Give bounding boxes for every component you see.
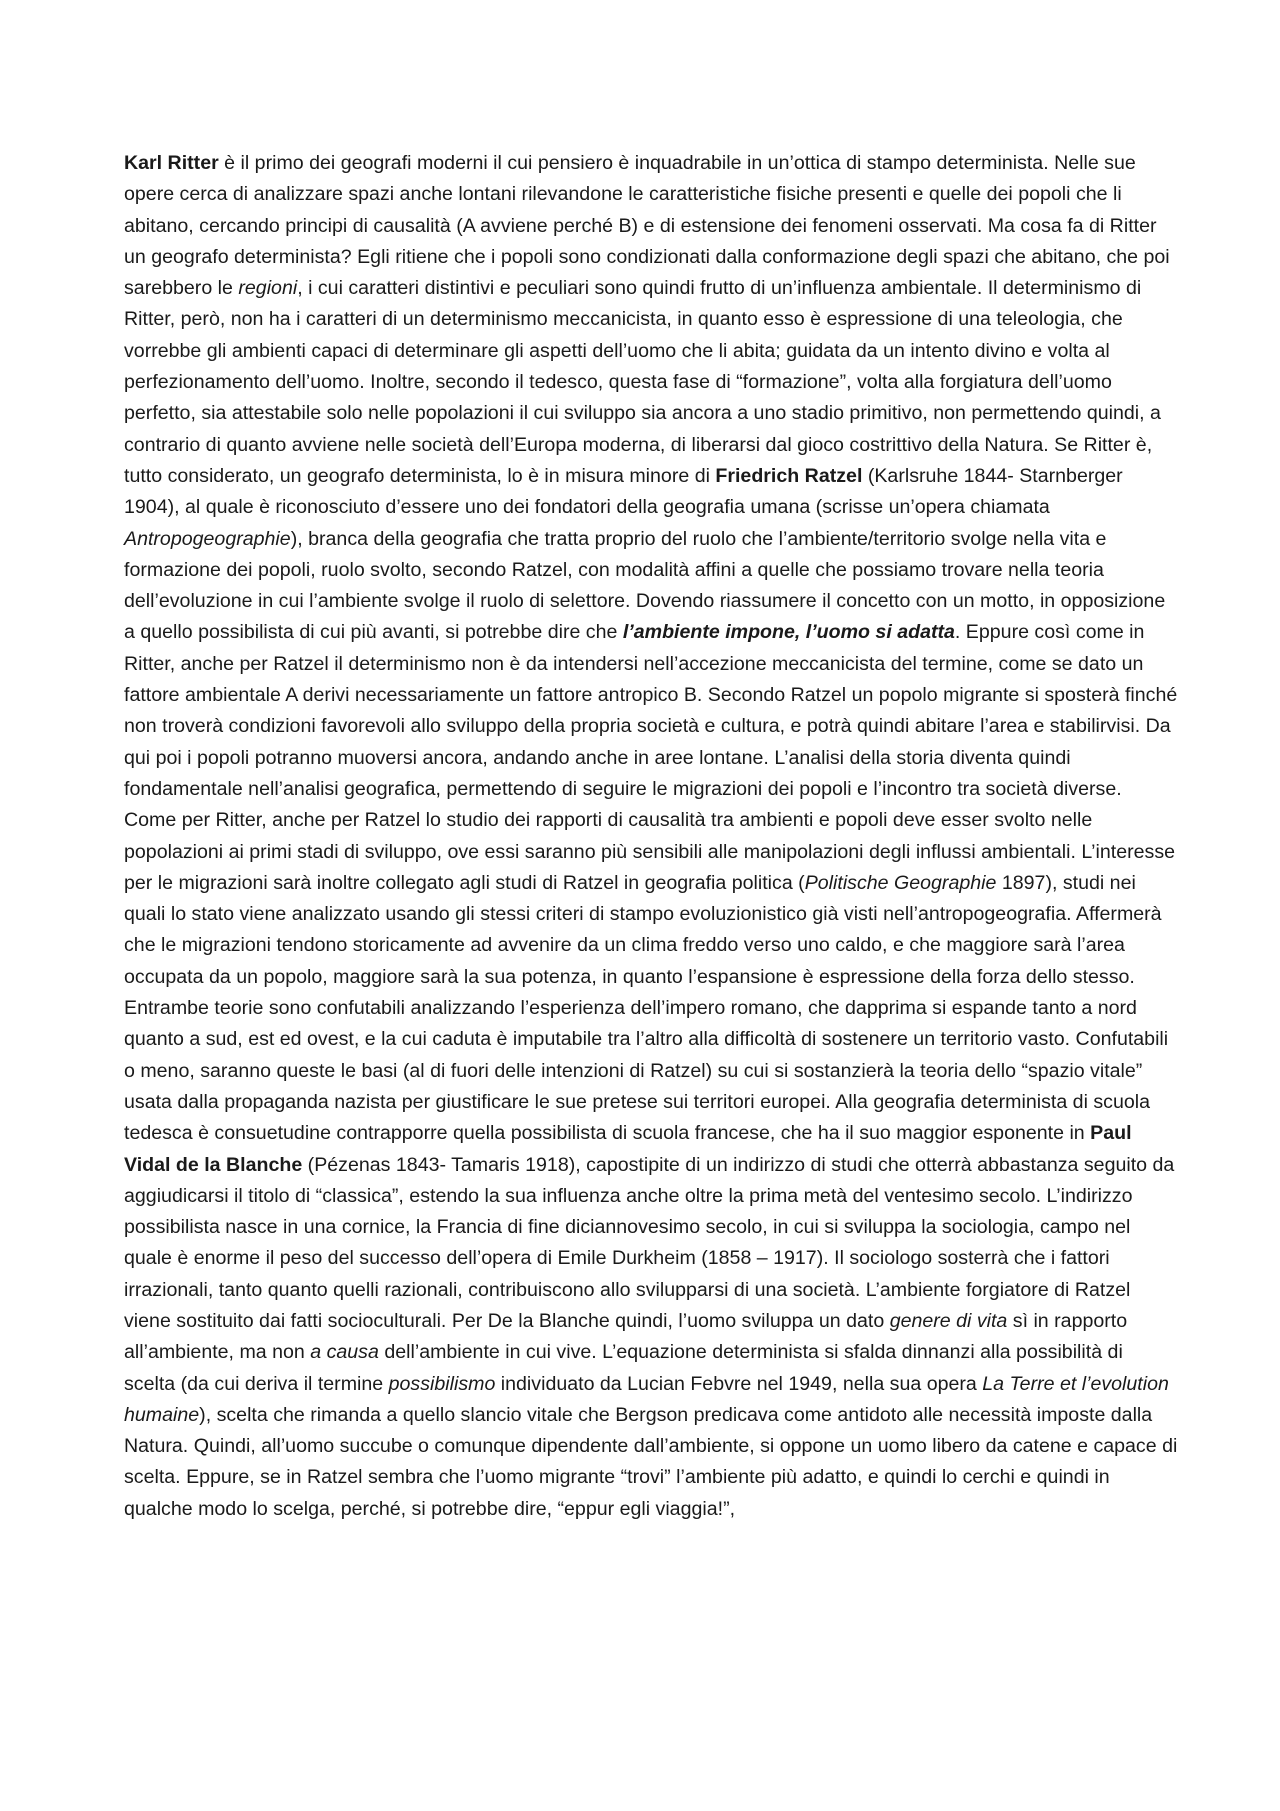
text-segment: (Karlsruhe 1844- Starnberger 1904), al quale è riconosciuto d’essere uno dei fondatori della geografia umana (scrisse un’opera chiamata [124, 464, 1123, 519]
name-friedrich-ratzel: Friedrich Ratzel [715, 464, 863, 487]
emphasis-possibilismo: possibilismo [388, 1372, 496, 1395]
text-segment: è il primo dei geografi moderni il cui pensiero è inquadrabile in un’ottica di stampo determinista. Nelle sue opere cerca di analizzare spazi anche lontani rilevandone le caratteristiche fisiche presenti e quelle dei popoli che li abitano, cercando principi di causalità (A avviene perché B) e di estensione dei fenomeni osservati. Ma cosa fa di Ritter un geografo determinista? Egli ritiene che i popoli sono condizionati dalla conformazione degli spazi che abitano, che poi sarebbero le [124, 152, 1170, 300]
work-title-antropogeographie: Antropogeographie [124, 527, 291, 550]
work-title-politische-geographie: Politische Geographie [804, 871, 997, 894]
text-segment: 1897), studi nei quali lo stato viene analizzato usando gli stessi criteri di stampo evoluzionistico già visti nell’antropogeografia. Affermerà che le migrazioni tendono storicamente ad avvenire da un clima freddo verso uno caldo, e che maggiore sarà l’area occupata da un popolo, maggiore sarà la sua potenza, in quanto l’espansione è espressione della forza dello stesso. Entrambe teorie sono confutabili analizzando l’esperienza dell’impero romano, che dapprima si espande tanto a nord quanto a sud, est ed ovest, e la cui caduta è imputabile tra l’altro alla difficoltà di sostenere un territorio vasto. Confutabili o meno, saranno queste le basi (al di fuori delle intenzioni di Ratzel) su cui si sostanzierà la teoria dello “spazio vitale” usata dalla propaganda nazista per giustificare le sue pretese sui territori europei. Alla geografia determinista di scuola tedesca è consuetudine contrapporre quella possibilista di scuola francese, che ha il suo maggior esponente in [124, 871, 1169, 1145]
text-segment: individuato da Lucian Febvre nel 1949, nella sua opera [495, 1372, 983, 1395]
text-segment: . Eppure così come in Ritter, anche per Ratzel il determinismo non è da intendersi nell’accezione meccanicista del termine, come se dato un fattore ambientale A derivi necessariamente un fattore antropico B. Secondo Ratzel un popolo migrante si sposterà finché non troverà condizioni favorevoli allo sviluppo della propria società e cultura, e potrà quindi abitare l’area e stabilirvisi. Da qui poi i popoli potranno muoversi ancora, andando anche in aree lontane. L’analisi della storia diventa quindi fondamentale nell’analisi geografica, permettendo di seguire le migrazioni dei popoli e l’incontro tra società diverse. Come per Ritter, anche per Ratzel lo studio dei rapporti di causalità tra ambienti e popoli deve esser svolto nelle popolazioni ai primi stadi di sviluppo, ove essi saranno più sensibili alle manipolazioni degli influssi ambientali. L’interesse per le migrazioni sarà inoltre collegato agli studi di Ratzel in geografia politica ( [124, 621, 1178, 894]
text-segment: dell’ambiente in cui vive. L’equazione determinista si sfalda dinnanzi alla possibilità di scelta (da cui deriva il termine [124, 1341, 1123, 1395]
work-title-la-terre: La Terre et l’evolution humaine [124, 1372, 1169, 1426]
name-paul-vidal-de-la-blanche: Paul Vidal de la Blanche [124, 1122, 1132, 1176]
name-karl-ritter: Karl Ritter [124, 152, 219, 174]
text-segment: ), scelta che rimanda a quello slancio vitale che Bergson predicava come antidoto alle necessità imposte dalla Natura. Quindi, all’uomo succube o comunque dipendente dall’ambiente, si oppone un uomo libero da catene e capace di scelta. Eppure, se in Ratzel sembra che l’uomo migrante “trovi” l’ambiente più adatto, e quindi lo cerchi e quindi in qualche modo lo scelga, perché, si potrebbe dire, “eppur egli viaggia!”, [124, 1403, 1178, 1520]
text-segment: (Pézenas 1843- Tamaris 1918), capostipite di un indirizzo di studi che otterrà abbastanza seguito da aggiudicarsi il titolo di “classica”, estendo la sua influenza anche oltre la prima metà del ventesimo secolo. L’indirizzo possibilista nasce in una cornice, la Francia di fine diciannovesimo secolo, in cui si sviluppa la sociologia, campo nel quale è enorme il peso del successo dell’opera di Emile Durkheim (1858 – 1917). Il sociologo sosterrà che i fattori irrazionali, tanto quanto quelli razionali, contribuiscono allo svilupparsi di una società. L’ambiente forgiatore di Ratzel viene sostituito dai fatti socioculturali. Per De la Blanche quindi, l’uomo sviluppa un dato [124, 1153, 1175, 1332]
emphasis-a-causa: a causa [310, 1341, 379, 1364]
document-page [124, 148, 1179, 1525]
emphasis-genere-di-vita: genere di vita [889, 1309, 1008, 1332]
body-paragraph [124, 148, 1179, 1525]
text-segment: , i cui caratteri distintivi e peculiari sono quindi frutto di un’influenza ambientale. Il determinismo di Ritter, però, non ha i caratteri di un determinismo meccanicista, in quanto esso è espressione di una teleologia, che vorrebbe gli ambienti capaci di determinare gli aspetti dell’uomo che li abita; guidata da un intento divino e volta al perfezionamento dell’uomo. Inoltre, secondo il tedesco, questa fase di “formazione”, volta alla forgiatura dell’uomo perfetto, sia attestabile solo nelle popolazioni il cui sviluppo sia ancora a uno stadio primitivo, non permettendo quindi, a contrario di quanto avviene nelle società dell’Europa moderna, di liberarsi dal gioco costrittivo della Natura. Se Ritter è, tutto considerato, un geografo determinista, lo è in misura minore di [124, 277, 1161, 487]
text-segment: ), branca della geografia che tratta proprio del ruolo che l’ambiente/territorio svolge nella vita e formazione dei popoli, ruolo svolto, secondo Ratzel, con modalità affini a quelle che possiamo trovare nella teoria dell’evoluzione in cui l’ambiente svolge il ruolo di selettore. Dovendo riassumere il concetto con un motto, in opposizione a quello possibilista di cui più avanti, si potrebbe dire che [124, 527, 1166, 644]
text-segment: sì in rapporto all’ambiente, ma non [124, 1309, 1128, 1364]
emphasis-regioni: regioni [238, 277, 298, 300]
motto-quote: l’ambiente impone, l’uomo si adatta [622, 621, 955, 644]
